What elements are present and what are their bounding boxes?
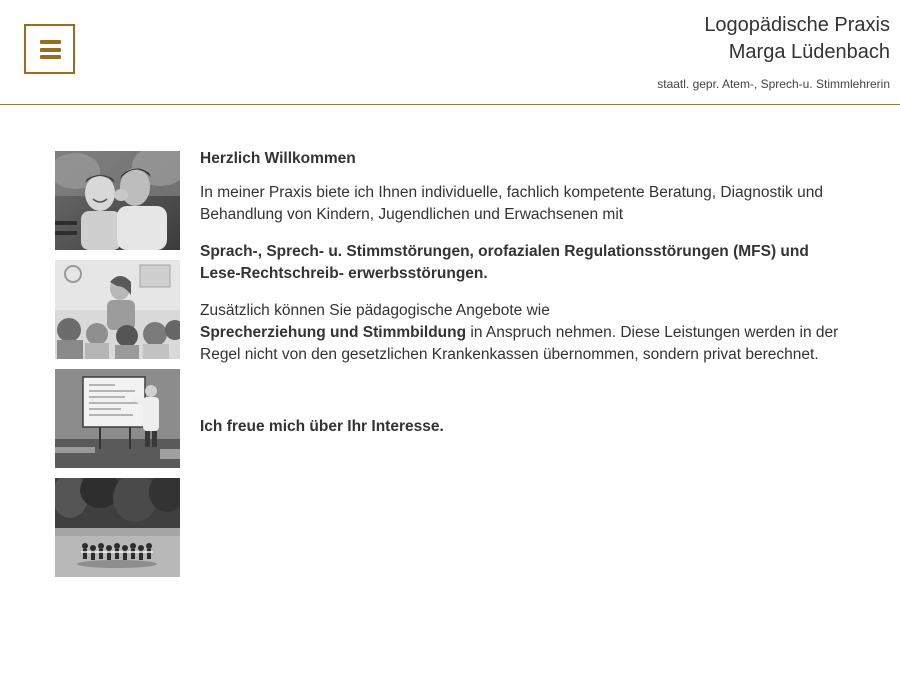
father-son-whisper-photo	[55, 151, 180, 250]
site-subtitle: staatl. gepr. Atem-, Sprech-u. Stimmlehrerin	[657, 77, 890, 91]
site-title-line1[interactable]: Logopädische Praxis	[704, 14, 890, 36]
extra-rest-text: in Anspruch nehmen. Diese Leistungen werden in der Regel nicht von den gesetzlichen Krankenkassen übernommen, sondern privat berechnet.	[200, 324, 839, 363]
extra-offer-text: Sprecherziehung und Stimmbildung	[200, 324, 467, 341]
hamburger-menu-icon	[40, 40, 61, 59]
brand-block	[657, 12, 890, 92]
site-header	[0, 0, 900, 105]
teacher-children-group-photo	[55, 260, 180, 359]
disorders-text: Sprach-, Sprech- u. Stimmstörungen, orofazialen Regulationsstörungen (MFS) und Lese-Rechtschreib- erwerbsstörungen.	[200, 243, 809, 282]
disorders-paragraph	[200, 241, 850, 285]
outdoor-group-exercise-photo	[55, 478, 180, 577]
welcome-heading: Herzlich Willkommen	[200, 150, 356, 167]
intro-paragraph: In meiner Praxis biete ich Ihnen individuelle, fachlich kompetente Beratung, Diagnostik und Behandlung von Kindern, Jugendlichen und Erwachsenen mit	[200, 184, 823, 223]
site-title-line2[interactable]: Marga Lüdenbach	[728, 41, 890, 63]
closing-text: Ich freue mich über Ihr Interesse.	[200, 418, 444, 435]
presentation-whiteboard-photo	[55, 369, 180, 468]
photo-column	[55, 151, 180, 587]
extra-offers-paragraph	[200, 300, 850, 366]
welcome-content	[200, 148, 850, 453]
menu-button[interactable]	[24, 24, 75, 74]
extra-intro-text: Zusätzlich können Sie pädagogische Angebote wie	[200, 302, 550, 319]
